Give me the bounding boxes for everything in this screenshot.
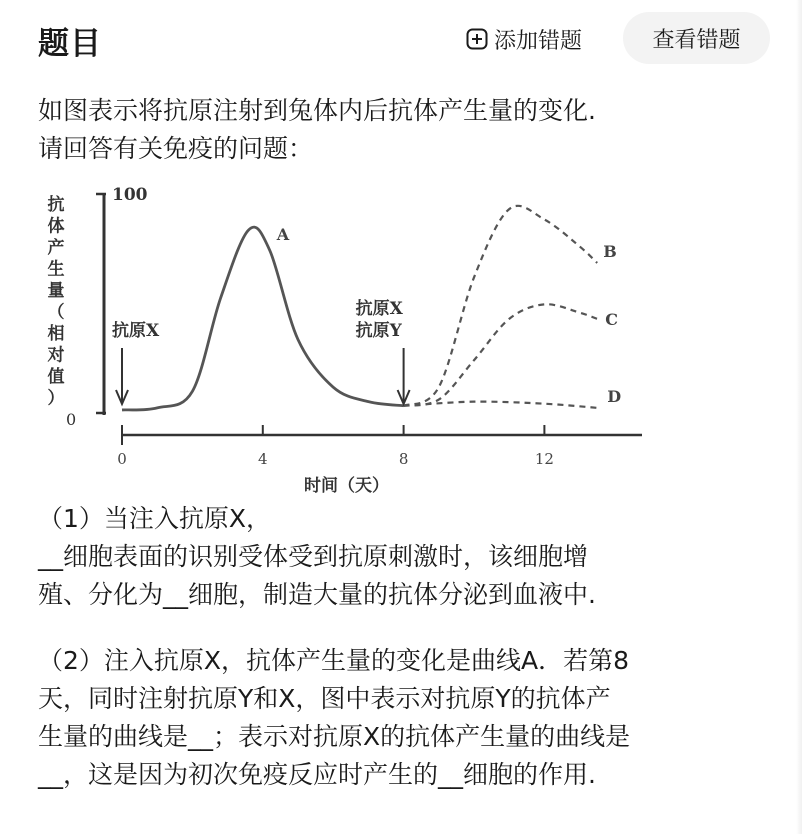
y-axis-label-char: 相 [47, 324, 65, 344]
sub-question-1 [38, 500, 778, 614]
question-text: 生量的曲线是__；表示对抗原X的抗体产生量的曲线是 [38, 722, 631, 751]
y-axis-label-char: ） [47, 388, 65, 409]
y-axis-label-char: 抗 [47, 195, 65, 215]
question-text: 殖、分化为__细胞，制造大量的抗体分泌到血液中. [38, 580, 596, 609]
x-tick-label: 0 [117, 450, 127, 468]
y-axis-label-char: 值 [47, 367, 65, 387]
curve-c [404, 304, 598, 406]
question-text: 请回答有关免疫的问题： [38, 134, 314, 163]
y-axis-label-char: 对 [47, 345, 65, 366]
curve-d [404, 402, 598, 408]
curve-label-d: D [607, 386, 622, 406]
add-square-icon [466, 28, 488, 50]
page-title: 题目 [38, 26, 102, 62]
injection-label: 抗原Y [355, 321, 402, 341]
question-text: （2）注入抗原X，抗体产生量的变化是曲线A．若第8 [38, 646, 630, 675]
curve-b [404, 206, 598, 406]
view-wrong-questions-button[interactable] [623, 12, 770, 64]
add-wrong-question-button[interactable] [466, 22, 582, 56]
curve-label-b: B [603, 241, 617, 261]
chart-svg [36, 180, 656, 500]
y-axis-label-char: （ [47, 302, 65, 323]
injection-label: 抗原X [112, 321, 160, 341]
question-text: __细胞表面的识别受体受到抗原刺激时，该细胞增 [38, 542, 589, 571]
curve-label-c: C [605, 309, 618, 329]
question-text: __，这是因为初次免疫反应时产生的__细胞的作用. [38, 760, 596, 789]
curve-label-a: A [276, 224, 290, 244]
question-header [0, 0, 802, 84]
y-axis-label [48, 194, 65, 409]
sub-question-2 [38, 642, 778, 794]
injection-label: 抗原X [355, 299, 403, 319]
add-wrong-question-label: 添加错题 [494, 28, 583, 54]
y-tick-label: 0 [66, 410, 77, 429]
antibody-chart [36, 180, 656, 500]
question-stem [38, 92, 778, 168]
question-text: 天，同时注射抗原Y和X，图中表示对抗原Y的抗体产 [38, 684, 611, 713]
x-axis-ticks [117, 425, 554, 468]
y-axis-label-char: 生 [47, 259, 65, 280]
page-edge-shadow [796, 0, 802, 834]
view-wrong-questions-label: 查看错题 [652, 27, 741, 53]
x-tick-label: 12 [534, 450, 554, 468]
question-text: 如图表示将抗原注射到兔体内后抗体产生量的变化. [38, 96, 596, 125]
x-tick-label: 4 [258, 450, 268, 468]
injection-annotations [112, 298, 410, 404]
question-text: （1）当注入抗原X， [38, 504, 272, 533]
y-axis-label-char: 体 [47, 216, 65, 237]
y-axis-label-char: 产 [47, 238, 65, 258]
x-axis-label: 时间（天） [304, 476, 389, 496]
y-axis-label-char: 量 [47, 281, 65, 301]
x-tick-label: 8 [398, 450, 409, 468]
y-tick-label: 100 [112, 185, 148, 205]
